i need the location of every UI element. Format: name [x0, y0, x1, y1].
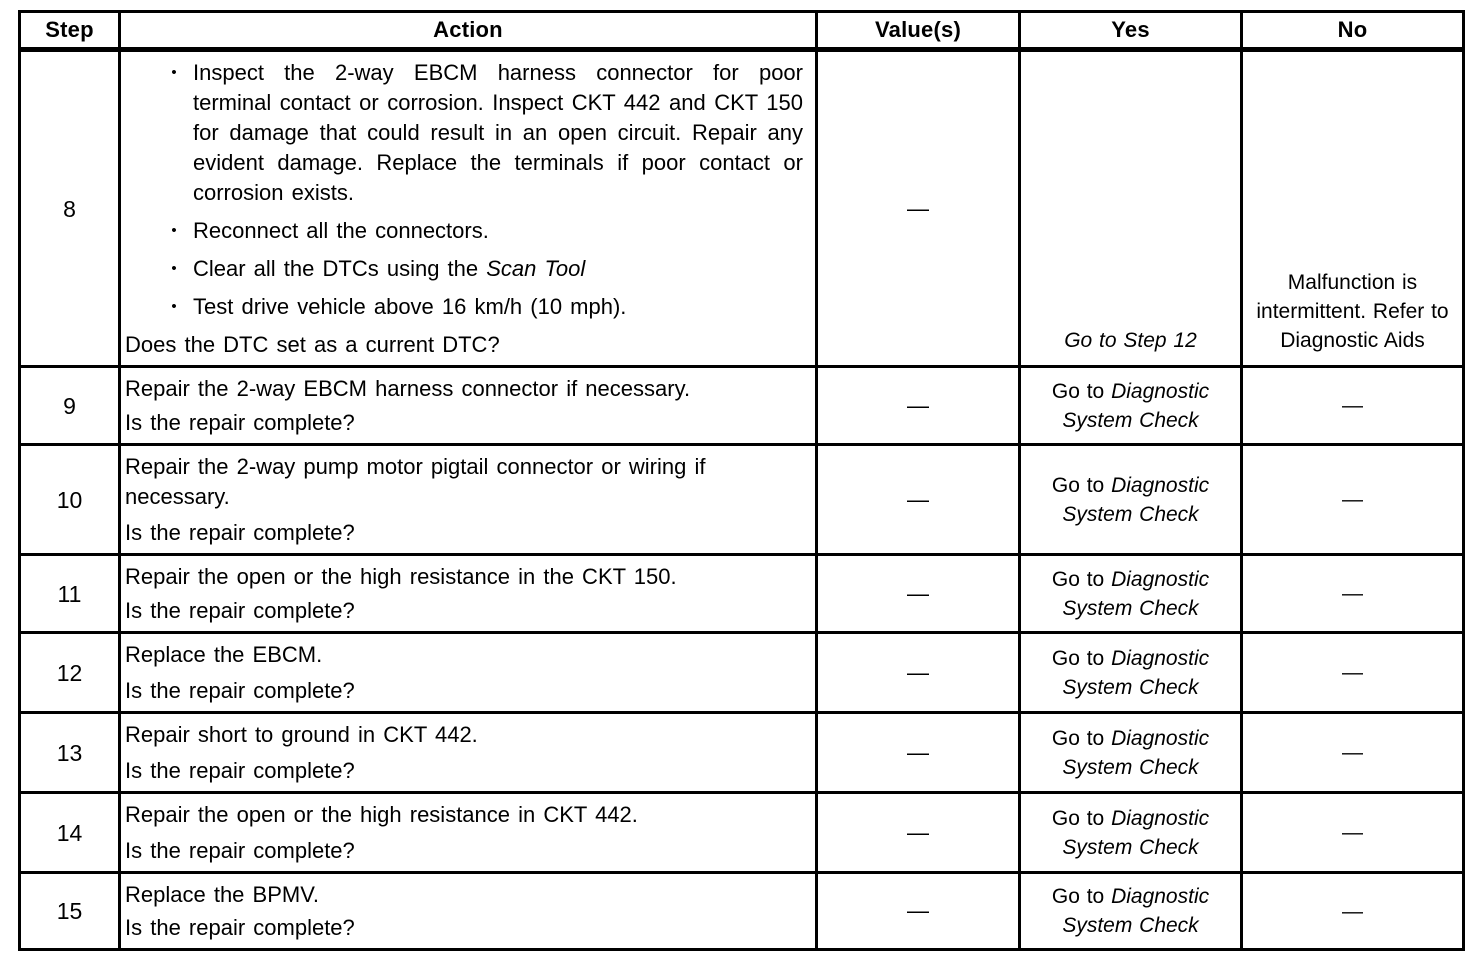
value-dash: —: [907, 580, 929, 606]
yes-cell: [1020, 793, 1242, 873]
step-cell: 8: [20, 50, 120, 367]
step-cell: 12: [20, 633, 120, 713]
bullet-icon: •: [171, 222, 177, 239]
no-cell: [1242, 445, 1464, 555]
action-cell: [120, 555, 817, 633]
step-cell: 13: [20, 713, 120, 793]
bullet-text: Reconnect all the connectors.: [193, 218, 489, 243]
value-dash: —: [907, 659, 929, 685]
table-row-step-10: [20, 445, 1464, 555]
table-row-step-12: [20, 633, 1464, 713]
yes-cell: [1020, 555, 1242, 633]
list-item: [167, 292, 805, 322]
step-cell: 15: [20, 873, 120, 950]
action-cell: [120, 367, 817, 445]
table-row-step-13: [20, 713, 1464, 793]
value-dash: —: [907, 739, 929, 765]
yes-cell: [1020, 50, 1242, 367]
value-dash: —: [907, 486, 929, 512]
no-cell: [1242, 555, 1464, 633]
no-dash: —: [1342, 821, 1363, 844]
no-dash: —: [1342, 899, 1363, 923]
table-row-step-8: [20, 50, 1464, 367]
action-cell: [120, 50, 817, 367]
value-cell: [817, 713, 1020, 793]
yes-text-italic: Diagnostic System Check: [1062, 726, 1210, 779]
action-question: Does the DTC set as a current DTC?: [125, 332, 500, 357]
action-cell: [120, 445, 817, 555]
no-cell: [1242, 713, 1464, 793]
diagnostic-table: [18, 10, 1465, 951]
no-dash: —: [1342, 661, 1363, 684]
bullet-icon: •: [171, 64, 177, 81]
action-question: Is the repair complete?: [125, 410, 355, 435]
action-statement: Repair short to ground in CKT 442.: [125, 722, 478, 747]
action-cell: [120, 873, 817, 950]
yes-text-plain: Go to: [1051, 646, 1112, 670]
action-question: Is the repair complete?: [125, 838, 355, 863]
no-cell: [1242, 633, 1464, 713]
action-statement: Repair the 2-way EBCM harness connector if necessary.: [125, 376, 691, 401]
step-cell: 14: [20, 793, 120, 873]
header-yes: Yes: [1020, 12, 1242, 50]
action-cell: [120, 633, 817, 713]
step-cell: 11: [20, 555, 120, 633]
value-dash: —: [907, 898, 929, 923]
action-statement: Replace the BPMV.: [125, 882, 319, 907]
no-dash: —: [1342, 741, 1363, 764]
yes-text-plain: Go to: [1051, 567, 1112, 591]
header-step: Step: [20, 12, 120, 50]
action-question: Is the repair complete?: [125, 915, 355, 940]
yes-text-italic: Diagnostic System Check: [1062, 473, 1210, 526]
yes-text-italic: Diagnostic System Check: [1062, 806, 1210, 859]
action-question: Is the repair complete?: [125, 520, 355, 545]
step-cell: 10: [20, 445, 120, 555]
no-text: Malfunction is intermittent. Refer to Diagnostic Aids: [1256, 271, 1449, 352]
action-cell: [120, 793, 817, 873]
yes-text-italic: Diagnostic System Check: [1062, 646, 1210, 699]
no-cell: [1242, 50, 1464, 367]
yes-text-plain: Go to: [1051, 379, 1112, 403]
value-cell: [817, 633, 1020, 713]
table-header-row: [20, 12, 1464, 50]
bullet-text: [193, 254, 805, 284]
table-row-step-9: [20, 367, 1464, 445]
bullet-text-italic: Scan Tool: [486, 256, 586, 281]
action-question: Is the repair complete?: [125, 598, 355, 623]
yes-text-plain: Go to: [1051, 726, 1112, 750]
action-bullet-list: [167, 58, 805, 330]
header-values: Value(s): [817, 12, 1020, 50]
no-cell: [1242, 367, 1464, 445]
no-cell: [1242, 793, 1464, 873]
bullet-icon: •: [171, 260, 177, 277]
action-question: Is the repair complete?: [125, 758, 355, 783]
action-statement: Repair the 2-way pump motor pigtail connector or wiring if necessary.: [125, 454, 706, 509]
bullet-text: Test drive vehicle above 16 km/h (10 mph).: [193, 294, 627, 319]
header-no: No: [1242, 12, 1464, 50]
no-dash: —: [1342, 394, 1363, 417]
action-statement: Repair the open or the high resistance in the CKT 150.: [125, 564, 677, 589]
yes-text-italic: Diagnostic System Check: [1062, 379, 1210, 432]
value-cell: [817, 367, 1020, 445]
yes-text: Go to Step 12: [1064, 329, 1197, 352]
yes-cell: [1020, 367, 1242, 445]
table-row-step-11: [20, 555, 1464, 633]
step-cell: 9: [20, 367, 120, 445]
value-cell: [817, 555, 1020, 633]
table-row-step-14: [20, 793, 1464, 873]
no-cell: [1242, 873, 1464, 950]
list-item: [167, 254, 805, 284]
header-action: Action: [120, 12, 817, 50]
value-cell: [817, 793, 1020, 873]
yes-cell: [1020, 633, 1242, 713]
action-question: Is the repair complete?: [125, 678, 355, 703]
no-dash: —: [1342, 488, 1363, 511]
no-dash: —: [1342, 582, 1363, 605]
yes-text-italic: Diagnostic System Check: [1062, 885, 1210, 937]
value-dash: —: [907, 819, 929, 845]
action-cell: [120, 713, 817, 793]
table-row-step-15: [20, 873, 1464, 950]
yes-cell: [1020, 873, 1242, 950]
list-item: [167, 216, 805, 246]
action-statement: Repair the open or the high resistance in CKT 442.: [125, 802, 638, 827]
bullet-icon: •: [171, 298, 177, 315]
yes-cell: [1020, 445, 1242, 555]
yes-text-italic: Diagnostic System Check: [1062, 567, 1210, 620]
value-cell: [817, 445, 1020, 555]
value-dash: —: [907, 392, 929, 418]
yes-text-plain: Go to: [1051, 885, 1112, 908]
list-item: [167, 58, 805, 208]
yes-cell: [1020, 713, 1242, 793]
value-cell: [817, 50, 1020, 367]
bullet-text: Inspect the 2-way EBCM harness connector for poor terminal contact or corrosion. Inspect CKT 442 and CKT 150 for damage that could result in an open circuit. Repair any evident damage. Replace the terminals if poor contact or corrosion exists.: [193, 60, 803, 205]
value-cell: [817, 873, 1020, 950]
value-dash: —: [907, 195, 929, 221]
yes-text-plain: Go to: [1051, 473, 1112, 497]
action-statement: Replace the EBCM.: [125, 642, 323, 667]
bullet-text-plain: Clear all the DTCs using the: [193, 256, 487, 281]
yes-text-plain: Go to: [1051, 806, 1112, 830]
